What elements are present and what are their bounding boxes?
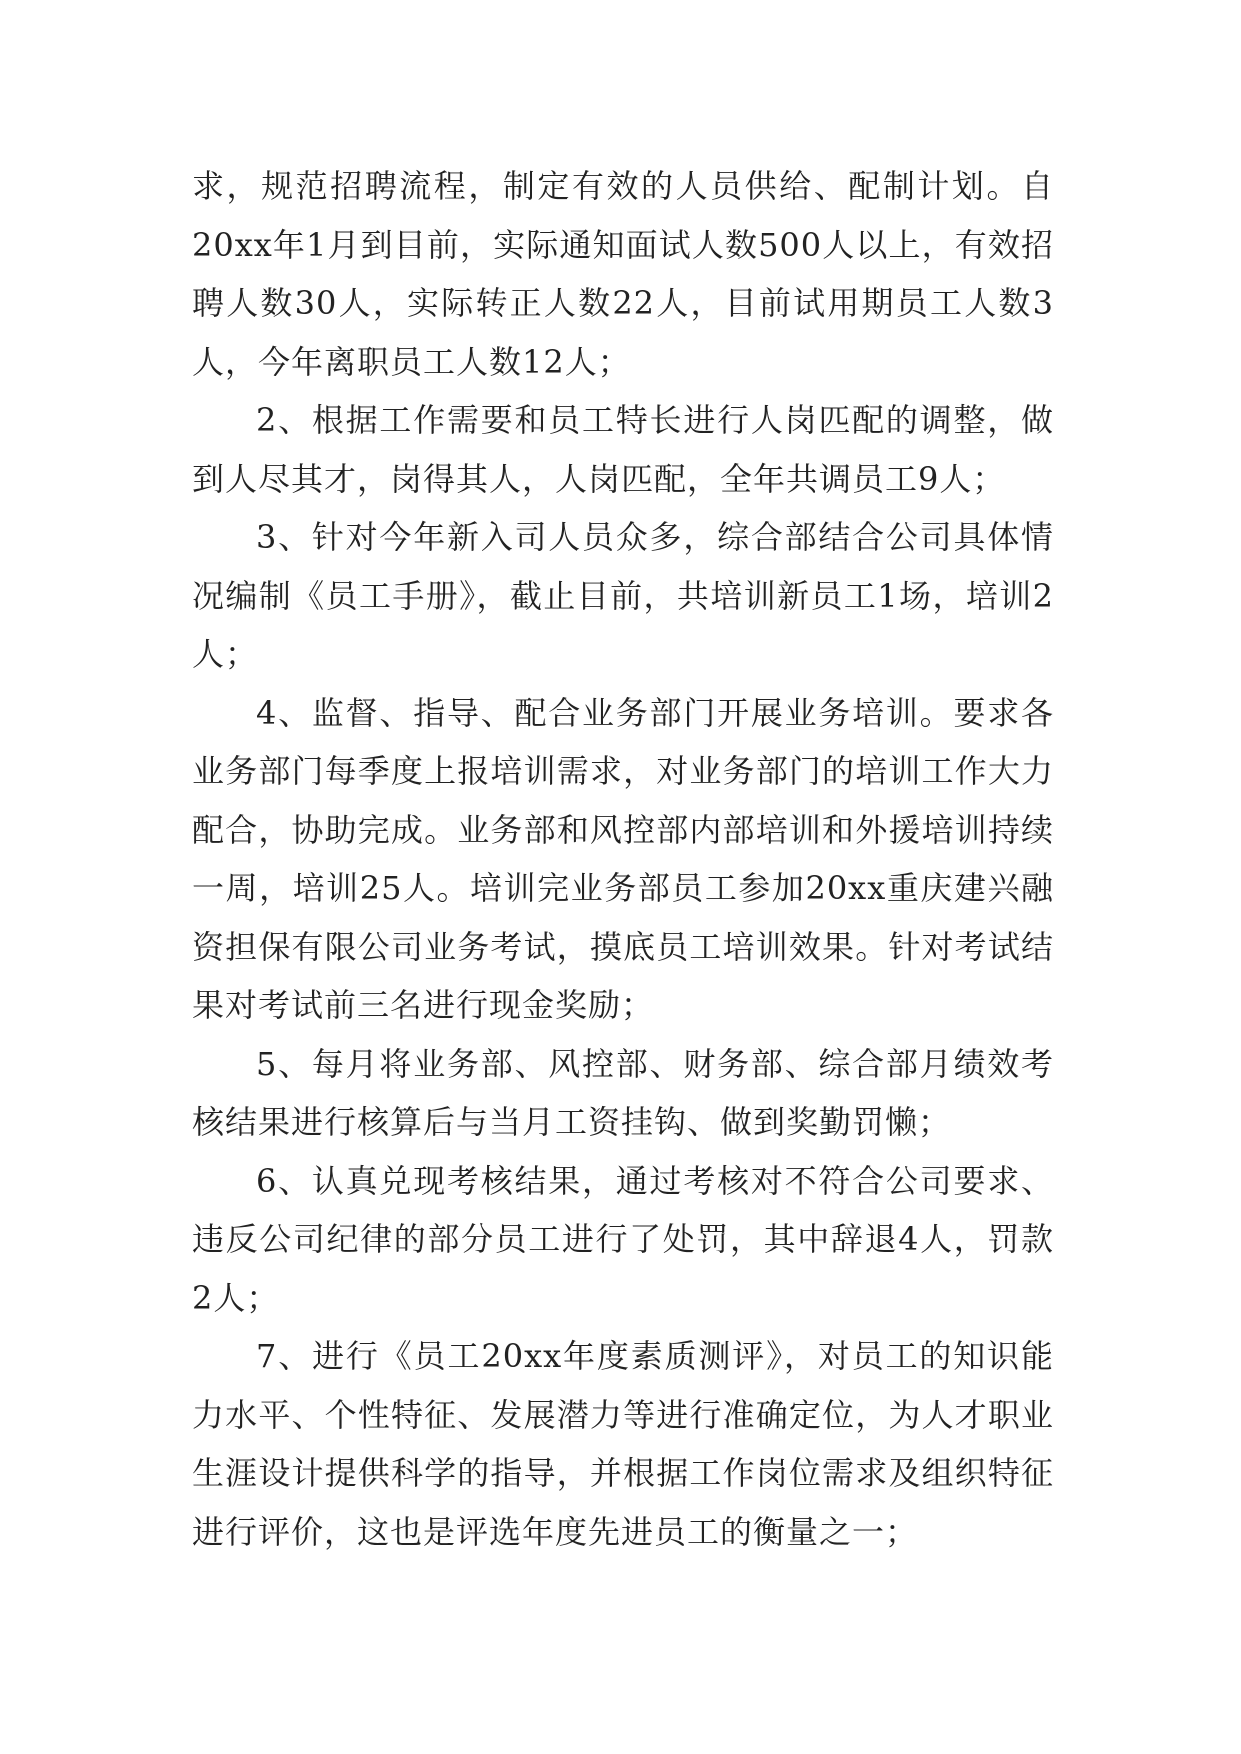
paragraph-continuation: 求，规范招聘流程，制定有效的人员供给、配制计划。自20xx年1月到目前，实际通知面试人数500人以上，有效招聘人数30人，实际转正人数22人，目前试用期员工人数3人，今年离职员工人数12人； — [192, 167, 1054, 381]
paragraph-item-5: 5、每月将业务部、风控部、财务部、综合部月绩效考核结果进行核算后与当月工资挂钩、做到奖勤罚懒； — [192, 1044, 1054, 1141]
paragraph-item-4: 4、监督、指导、配合业务部门开展业务培训。要求各业务部门每季度上报培训需求，对业务部门的培训工作大力配合，协助完成。业务部和风控部内部培训和外援培训持续一周，培训25人。培训完业务部员工参加20xx重庆建兴融资担保有限公司业务考试，摸底员工培训效果。针对考试结果对考试前三名进行现金奖励； — [192, 693, 1054, 1024]
paragraph-item-3: 3、针对今年新入司人员众多，综合部结合公司具体情况编制《员工手册》，截止目前，共培训新员工1场，培训2人； — [192, 518, 1054, 673]
paragraph-item-6: 6、认真兑现考核结果，通过考核对不符合公司要求、违反公司纪律的部分员工进行了处罚，其中辞退4人，罚款2人； — [192, 1161, 1054, 1317]
paragraph-item-2: 2、根据工作需要和员工特长进行人岗匹配的调整，做到人尽其才，岗得其人，人岗匹配，全年共调员工9人； — [192, 401, 1054, 498]
document-body — [192, 157, 1054, 1561]
paragraph-item-7: 7、进行《员工20xx年度素质测评》，对员工的知识能力水平、个性特征、发展潜力等进行准确定位，为人才职业生涯设计提供科学的指导，并根据工作岗位需求及组织特征进行评价，这也是评选年度先进员工的衡量之一； — [192, 1337, 1054, 1551]
